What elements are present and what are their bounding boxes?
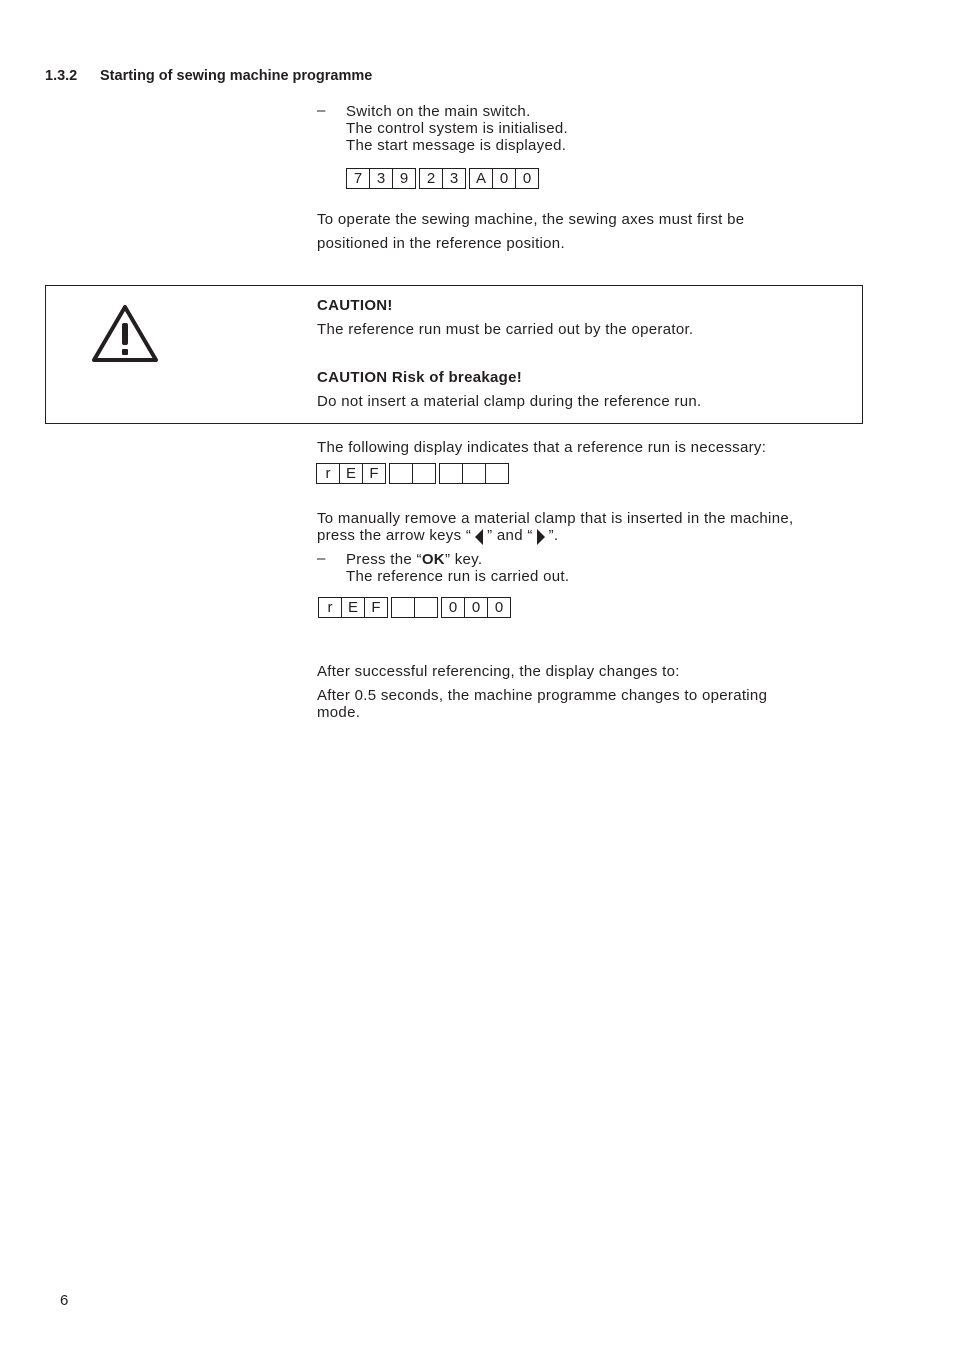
- display-cell: r: [317, 464, 340, 483]
- after-text2-line2: mode.: [317, 704, 361, 721]
- step2-line1-b: ” key.: [444, 551, 483, 568]
- display-cell: 0: [493, 169, 516, 188]
- display-cell: 0: [494, 599, 504, 616]
- manual-line2: [317, 527, 793, 547]
- display-cell: [413, 464, 435, 483]
- manual-line2-a: press the arrow keys “: [317, 527, 472, 544]
- display-cell: 3: [370, 169, 393, 188]
- list-dash: –: [317, 550, 326, 567]
- manual-paragraph: [317, 510, 793, 547]
- display-cell: 9: [399, 170, 409, 187]
- step2-line1-a: Press the “: [346, 551, 422, 568]
- display-cell: 0: [522, 170, 532, 187]
- display-group: [316, 463, 386, 484]
- intro-paragraph: [317, 208, 744, 256]
- display-cell: [415, 598, 437, 617]
- display-group: [419, 168, 466, 189]
- step1-text: [346, 103, 568, 154]
- page-number: 6: [60, 1292, 69, 1309]
- step2-line1: [346, 551, 569, 568]
- step1-line3: The start message is displayed.: [346, 137, 567, 154]
- ref-run-display: [318, 597, 511, 618]
- display-cell: E: [342, 598, 365, 617]
- display-group: [389, 463, 436, 484]
- display-cell: 0: [465, 598, 488, 617]
- intro-line1: To operate the sewing machine, the sewing axes must first be: [317, 211, 745, 228]
- start-message-display: [346, 168, 539, 189]
- warning-triangle-icon: [91, 303, 159, 363]
- after-text1: After successful referencing, the display changes to:: [317, 663, 680, 680]
- breakage-heading: CAUTION Risk of breakage!: [317, 369, 523, 386]
- display-cell: [390, 464, 413, 483]
- display-group: [439, 463, 509, 484]
- display-cell: A: [470, 169, 493, 188]
- display-cell: 7: [347, 169, 370, 188]
- section-title: Starting of sewing machine programme: [100, 68, 373, 84]
- ok-key-label: OK: [421, 551, 445, 568]
- breakage-text: Do not insert a material clamp during the reference run.: [317, 393, 702, 410]
- step1-line2: The control system is initialised.: [346, 120, 568, 137]
- arrow-right-icon: [535, 527, 547, 547]
- display-cell: [392, 598, 415, 617]
- manual-line1: To manually remove a material clamp that is inserted in the machine,: [317, 510, 794, 527]
- display-cell: 0: [442, 598, 465, 617]
- display-cell: 3: [449, 170, 459, 187]
- display-cell: [486, 464, 508, 483]
- step2-line2: The reference run is carried out.: [346, 568, 570, 585]
- display-group: [346, 168, 416, 189]
- manual-line2-b: ” and “: [487, 527, 533, 544]
- after-text2: [317, 687, 767, 721]
- caution-text: The reference run must be carried out by the operator.: [317, 321, 694, 338]
- ref-needed-display: [316, 463, 509, 484]
- manual-line2-c: ”.: [548, 527, 559, 544]
- after-text2-line1: After 0.5 seconds, the machine programme changes to operating: [317, 687, 768, 704]
- arrow-left-icon: [473, 527, 485, 547]
- list-dash: –: [317, 102, 326, 119]
- display-group: [391, 597, 438, 618]
- display-cell: 2: [420, 169, 443, 188]
- intro-line2: positioned in the reference position.: [317, 235, 565, 252]
- display-cell: [463, 464, 486, 483]
- step2-text: [346, 551, 569, 585]
- step1-line1: Switch on the main switch.: [346, 103, 531, 120]
- display-group: [318, 597, 388, 618]
- display-group: [469, 168, 539, 189]
- display-cell: E: [340, 464, 363, 483]
- section-number: 1.3.2: [45, 68, 78, 84]
- caution-heading: CAUTION!: [317, 297, 393, 314]
- display-cell: [440, 464, 463, 483]
- display-cell: r: [319, 598, 342, 617]
- display-cell: F: [371, 599, 381, 616]
- display-cell: F: [369, 465, 379, 482]
- ref-needed-text: The following display indicates that a reference run is necessary:: [317, 439, 767, 456]
- caution-box: [45, 285, 863, 424]
- display-group: [441, 597, 511, 618]
